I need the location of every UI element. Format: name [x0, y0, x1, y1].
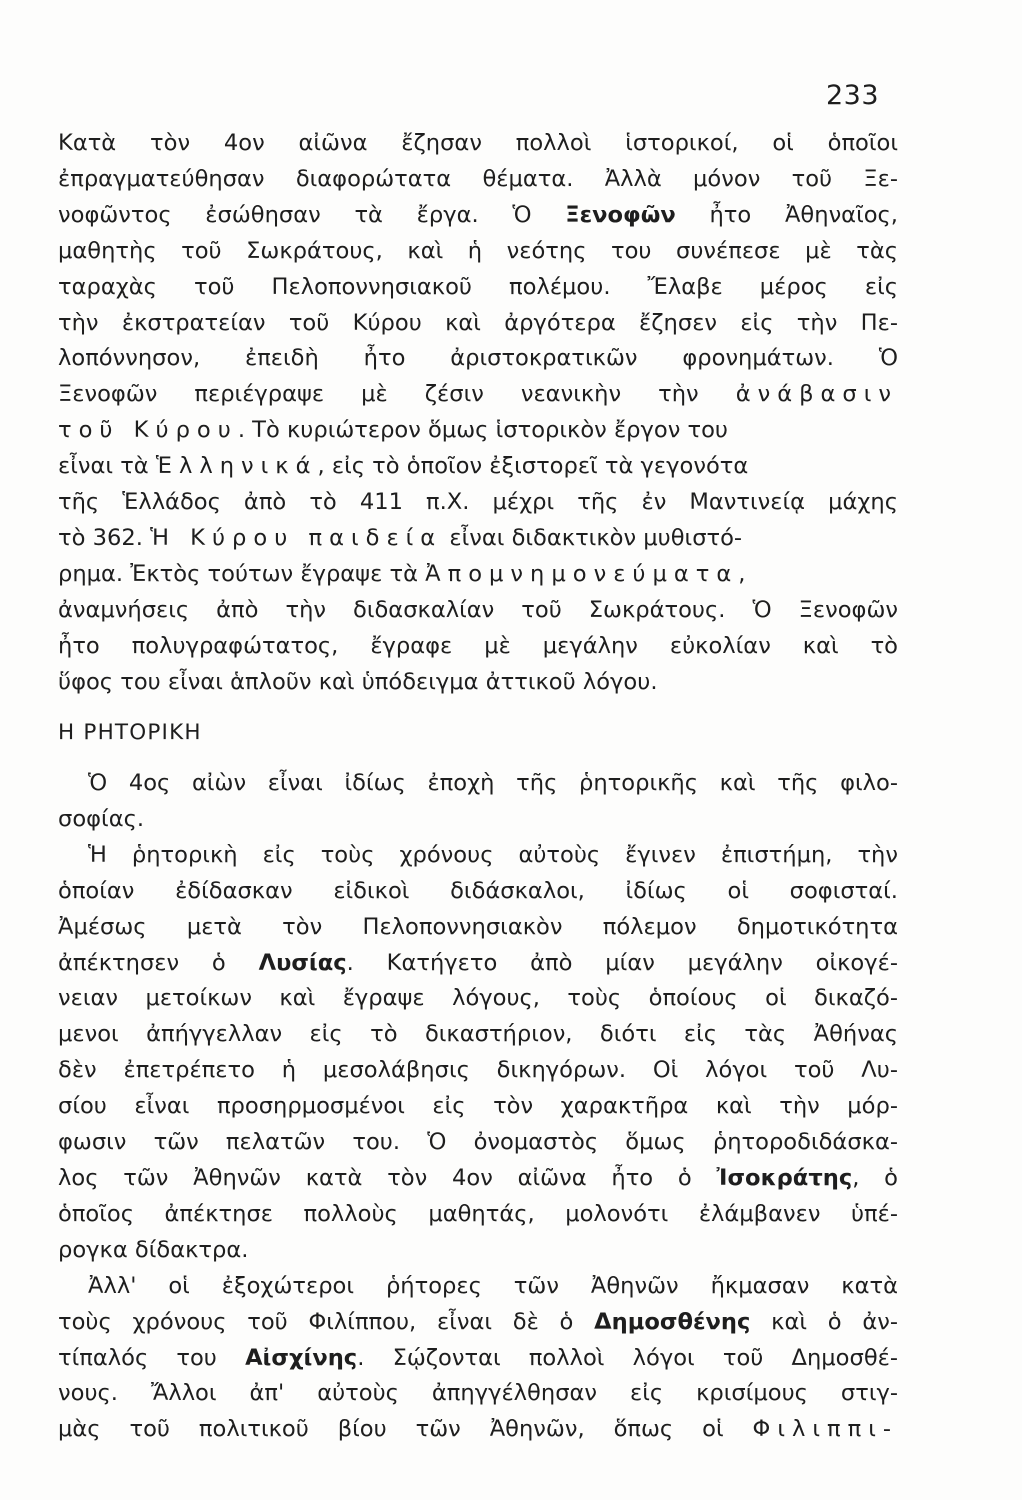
text-run: ἀναμνήσεις ἀπὸ τὴν διδασκαλίαν τοῦ Σωκράτους. Ὁ Ξενοφῶν: [58, 596, 898, 623]
text-run: Ἡ ῥητορικὴ εἰς τοὺς χρόνους αὐτοὺς ἔγινεν ἐπιστήμη, τὴν: [88, 841, 898, 868]
text-run: ρημα. Ἐκτὸς τούτων ἔγραψε τὰ: [58, 560, 426, 587]
text-line: [58, 981, 898, 1017]
spaced-title: τοῦ Κύρου: [58, 417, 238, 444]
text-line: [58, 377, 898, 413]
text-run: νοφῶντος ἐσώθησαν τὰ ἔργα. Ὁ: [58, 201, 566, 228]
text-line: [58, 521, 898, 557]
bold-name: Δημοσθένης: [594, 1308, 751, 1335]
text-line: [58, 874, 898, 910]
text-run: ὁποίαν ἐδίδασκαν εἰδικοὶ διδάσκαλοι, ἰδίως οἱ σοφισταί.: [58, 877, 898, 904]
text-line: [58, 802, 898, 838]
text-run: Ξενοφῶν περιέγραψε μὲ ζέσιν νεανικὴν τὴν: [58, 381, 736, 408]
spaced-title: ἀνάβασιν: [735, 381, 898, 408]
page-number: 233: [826, 80, 880, 111]
text-line: [58, 126, 898, 162]
text-line: [58, 1017, 898, 1053]
text-line: [58, 1197, 898, 1233]
text-run: ταραχὰς τοῦ Πελοποννησιακοῦ πολέμου. Ἔλαβε μέρος εἰς: [58, 273, 898, 300]
text-line: [58, 341, 898, 377]
text-run: λοπόννησον, ἐπειδὴ ἦτο ἀριστοκρατικῶν φρονημάτων. Ὁ: [58, 345, 898, 372]
text-run: Κατὰ τὸν 4ον αἰῶνα ἔζησαν πολλοὶ ἱστορικοί, οἱ ὁποῖοι: [58, 130, 898, 156]
bold-name: Ξενοφῶν: [565, 201, 676, 228]
text-run: Ἀμέσως μετὰ τὸν Πελοποννησιακὸν πόλεμον δημοτικότητα: [58, 913, 898, 940]
xenophon-paragraph: [58, 126, 898, 701]
text-line: [58, 1269, 898, 1305]
text-run: τὴν ἐκστρατείαν τοῦ Κύρου καὶ ἀργότερα ἔζησεν εἰς τὴν Πε-: [58, 309, 898, 336]
text-run: λος τῶν Ἀθηνῶν κατὰ τὸν 4ον αἰῶνα ἦτο ὁ: [58, 1164, 717, 1191]
text-line: [58, 593, 898, 629]
text-line: [58, 557, 898, 593]
text-run: μαθητὴς τοῦ Σωκράτους, καὶ ἡ νεότης του συνέπεσε μὲ τὰς: [58, 237, 898, 264]
text-line: [58, 1412, 898, 1448]
text-run: τὸ 362.: [58, 524, 151, 551]
text-line: [58, 198, 898, 234]
text-run: εἶναι τὰ: [58, 453, 156, 480]
text-run: ρογκα δίδακτρα.: [58, 1236, 249, 1263]
text-run: μενοι ἀπήγγελλαν εἰς τὸ δικαστήριον, διότι εἰς τὰς Ἀθήνας: [58, 1021, 898, 1048]
spaced-title: Ἡ Κύρου παιδεία: [150, 524, 443, 551]
text-line: [58, 162, 898, 198]
text-run: Ὁ 4ος αἰὼν εἶναι ἰδίως ἐποχὴ τῆς ῥητορικῆς καὶ τῆς φιλο-: [88, 770, 898, 796]
text-run: ἦτο Ἀθηναῖος,: [675, 201, 898, 228]
text-line: [58, 838, 898, 874]
text-line: [58, 1053, 898, 1089]
text-line: [58, 270, 898, 306]
text-run: ὕφος του εἶναι ἁπλοῦν καὶ ὑπόδειγμα ἀττικοῦ λόγου.: [58, 668, 658, 695]
text-run: , ὁ: [852, 1164, 899, 1191]
text-line: [58, 766, 898, 802]
text-line: [58, 1233, 898, 1269]
bold-name: Λυσίας: [258, 949, 347, 976]
text-line: [58, 1376, 898, 1412]
text-run: ἐπραγματεύθησαν διαφορώτατα θέματα. Ἀλλὰ μόνον τοῦ Ξε-: [58, 165, 898, 192]
text-run: ἀπέκτησεν ὁ: [58, 949, 259, 976]
spaced-title: Ἀπομνημονεύματα: [425, 560, 739, 587]
text-line: [58, 1341, 898, 1377]
text-run: τοὺς χρόνους τοῦ Φιλίππου, εἶναι δὲ ὁ: [58, 1308, 595, 1335]
text-run: νους. Ἄλλοι ἀπ' αὐτοὺς ἀπηγγέλθησαν εἰς κρισίμους στιγ-: [58, 1380, 898, 1407]
text-run: τίπαλός του: [58, 1344, 246, 1371]
text-run: νειαν μετοίκων καὶ ἔγραψε λόγους, τοὺς ὁποίους οἱ δικαζό-: [58, 985, 898, 1012]
text-line: [58, 1305, 898, 1341]
text-run: εἶναι διδακτικὸν μυθιστό-: [442, 524, 743, 551]
text-line: [58, 1161, 898, 1197]
spaced-title: Ἑλληνικά: [155, 453, 318, 480]
spaced-title: Φιλιππι-: [752, 1416, 898, 1443]
text-run: ὁποῖος ἀπέκτησε πολλοὺς μαθητάς, μολονότι ἐλάμβανεν ὑπέ-: [58, 1200, 898, 1227]
text-run: σοφίας.: [58, 805, 145, 832]
text-run: δὲν ἐπετρέπετο ἡ μεσολάβησις δικηγόρων. Οἱ λόγοι τοῦ Λυ-: [58, 1057, 898, 1084]
text-line: [58, 485, 898, 521]
text-line: [58, 629, 898, 665]
text-line: [58, 946, 898, 982]
text-line: [58, 665, 898, 701]
section-heading: Η ΡΗΤΟΡΙΚΗ: [58, 720, 202, 745]
text-line: [58, 449, 898, 485]
text-line: [58, 1125, 898, 1161]
text-line: [58, 413, 898, 449]
text-line: [58, 306, 898, 342]
bold-name: Αἰσχίνης: [245, 1344, 358, 1371]
rhetoric-paragraph: [58, 766, 898, 1448]
text-run: . Κατήγετο ἀπὸ μίαν μεγάλην οἰκογέ-: [346, 949, 898, 976]
text-line: [58, 1089, 898, 1125]
text-run: καὶ ὁ ἀν-: [750, 1308, 899, 1335]
text-run: σίου εἶναι προσηρμοσμένοι εἰς τὸν χαρακτῆρα καὶ τὴν μόρ-: [58, 1093, 898, 1120]
text-run: τῆς Ἑλλάδος ἀπὸ τὸ 411 π.Χ. μέχρι τῆς ἐν Μαντινείᾳ μάχης: [58, 489, 898, 516]
bold-name: Ἰσοκράτης: [716, 1164, 853, 1191]
text-run: φωσιν τῶν πελατῶν του. Ὁ ὀνομαστὸς ὅμως ῥητοροδιδάσκα-: [58, 1129, 898, 1156]
text-run: ἦτο πολυγραφώτατος, ἔγραφε μὲ μεγάλην εὐκολίαν καὶ τὸ: [58, 632, 898, 659]
text-run: , εἰς τὸ ὁποῖον ἐξιστορεῖ τὰ γεγονότα: [317, 453, 749, 480]
text-line: [58, 910, 898, 946]
text-line: [58, 234, 898, 270]
text-run: Ἀλλ' οἱ ἐξοχώτεροι ῥήτορες τῶν Ἀθηνῶν ἤκμασαν κατὰ: [88, 1272, 898, 1299]
text-run: μὰς τοῦ πολιτικοῦ βίου τῶν Ἀθηνῶν, ὅπως οἱ: [58, 1416, 753, 1443]
text-run: . Σῴζονται πολλοὶ λόγοι τοῦ Δημοσθέ-: [357, 1344, 899, 1371]
text-run: . Τὸ κυριώτερον ὅμως ἱστορικὸν ἔργον του: [237, 417, 728, 444]
text-run: ,: [738, 560, 746, 587]
